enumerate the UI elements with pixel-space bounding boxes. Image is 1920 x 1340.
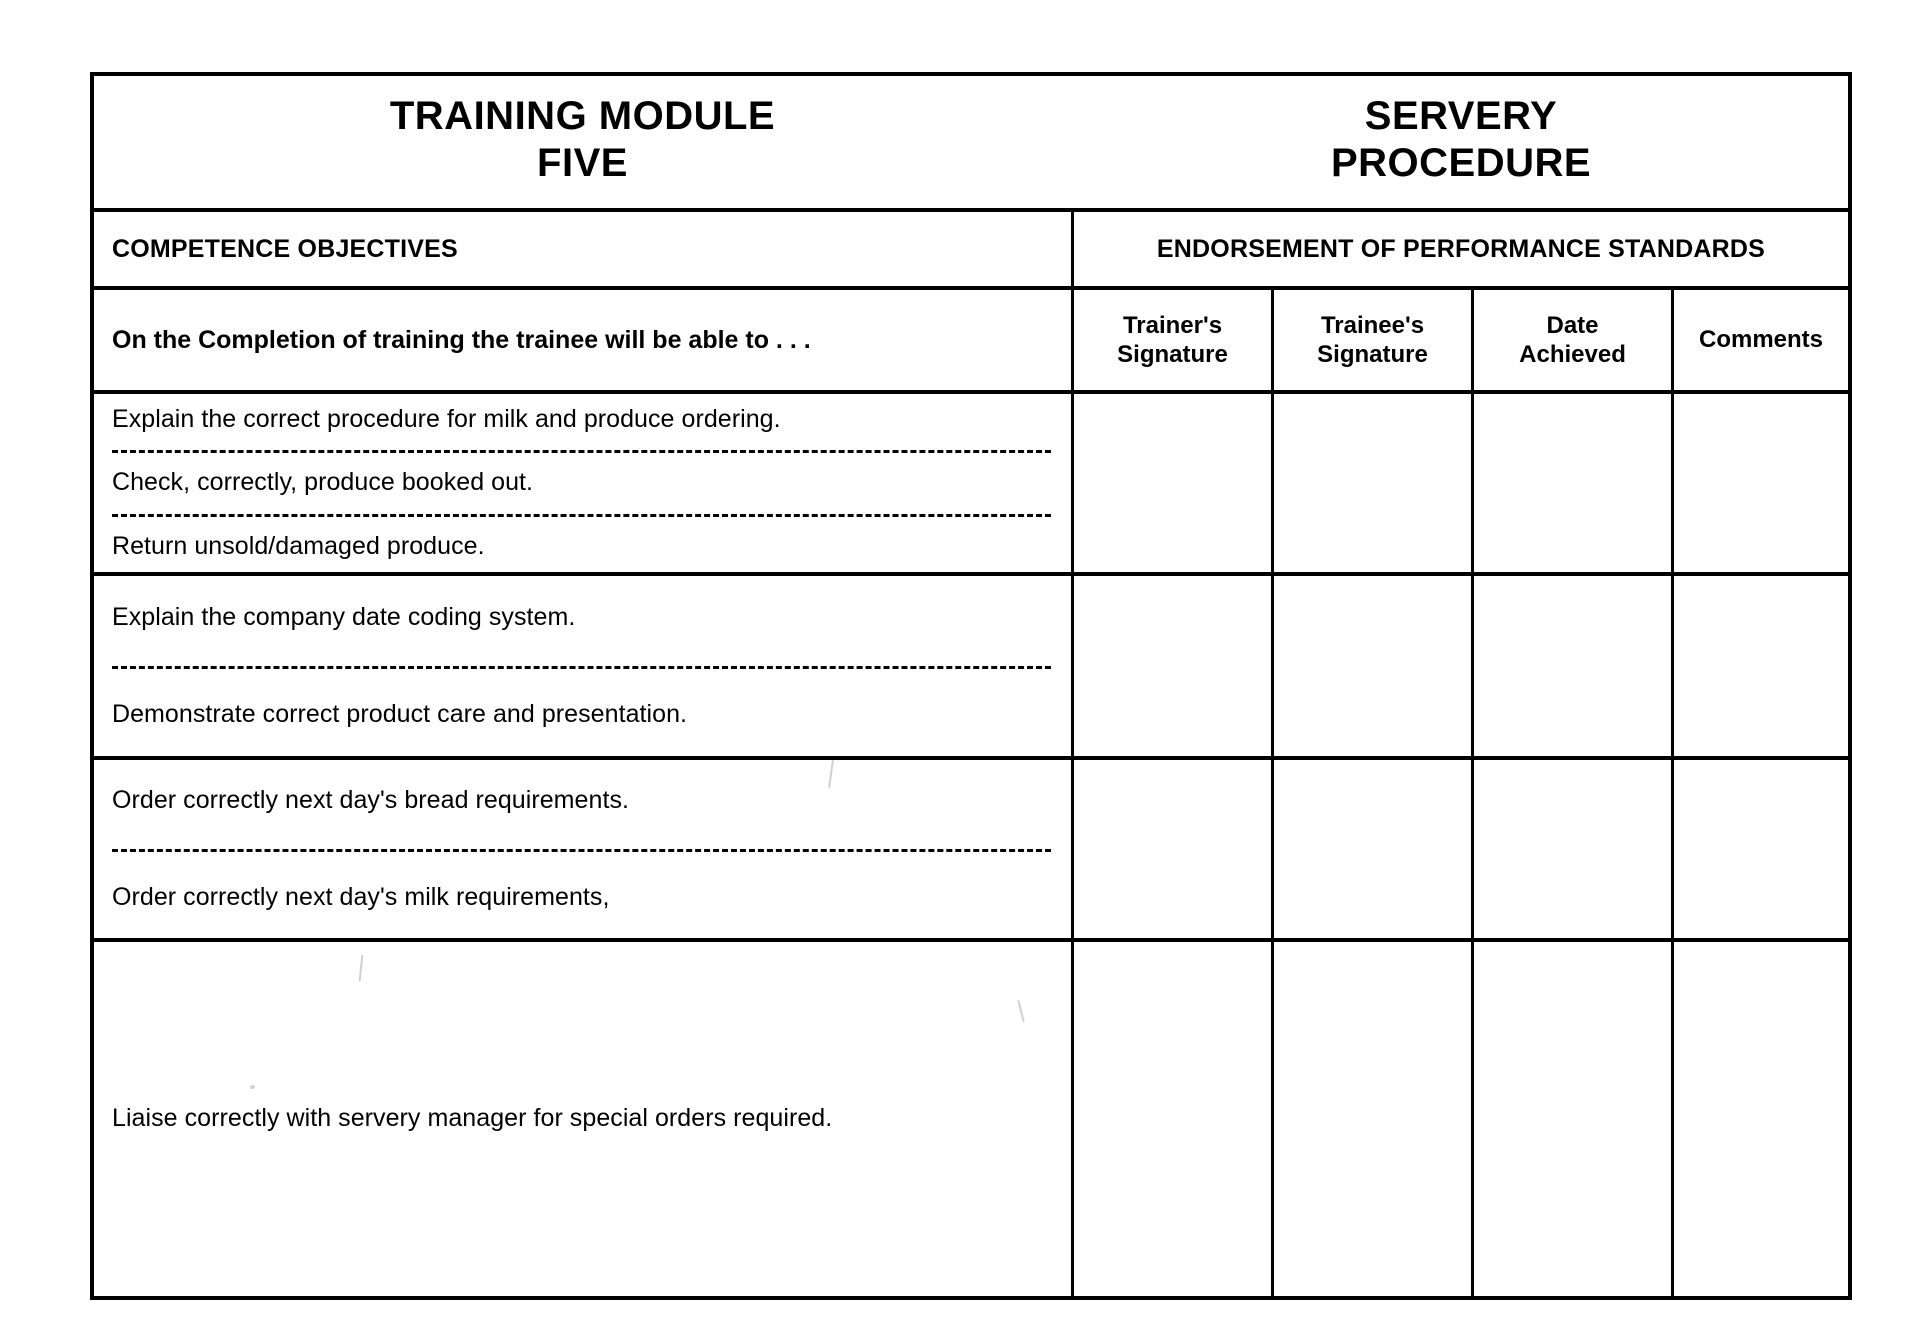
trainer-signature-field[interactable] [1074, 394, 1274, 572]
trainer-signature-field[interactable] [1074, 760, 1274, 938]
trainee-signature-header-line-1: Trainee's [1320, 311, 1425, 339]
trainer-signature-column-header [1074, 290, 1274, 390]
title-row [94, 76, 1848, 212]
trainee-signature-field[interactable] [1274, 760, 1474, 938]
section-header-row [94, 212, 1848, 290]
trainee-signature-header-line-2: Signature [1317, 341, 1428, 368]
subject-title-line-1: SERVERY [1364, 93, 1558, 138]
table-body [94, 394, 1848, 1296]
date-achieved-header-line-2: Achieved [1519, 341, 1626, 368]
objective-column-header-label: On the Completion of training the trainee will be able to . . . [112, 325, 811, 354]
date-achieved-field[interactable] [1474, 942, 1674, 1296]
objective-cell [94, 394, 1074, 572]
trainer-signature-header-line-2: Signature [1117, 341, 1228, 368]
module-title-line-2: FIVE [537, 141, 628, 185]
objective-text: Demonstrate correct product care and presentation. [112, 699, 688, 728]
trainer-signature-header-line-1: Trainer's [1122, 311, 1223, 339]
comments-field[interactable] [1674, 942, 1848, 1296]
comments-field[interactable] [1674, 576, 1848, 756]
trainee-signature-field[interactable] [1274, 576, 1474, 756]
trainer-signature-field[interactable] [1074, 576, 1274, 756]
objective-column-header [94, 290, 1074, 390]
date-achieved-header-line-1: Date [1546, 311, 1599, 339]
date-achieved-column-header [1474, 290, 1674, 390]
objective-text: Liaise correctly with servery manager for special orders required. [112, 1104, 833, 1133]
dashed-separator [112, 450, 1051, 453]
objective-text: Explain the company date coding system. [112, 603, 576, 631]
table-row [94, 576, 1848, 760]
dashed-separator [112, 849, 1051, 852]
objective-cell [94, 760, 1074, 938]
module-title-cell [94, 76, 1074, 208]
subject-title-cell [1074, 76, 1848, 208]
objective-text: Check, correctly, produce booked out. [112, 468, 534, 497]
trainer-signature-field[interactable] [1074, 942, 1274, 1296]
table-row [94, 394, 1848, 576]
objective-text: Return unsold/damaged produce. [112, 531, 485, 560]
trainee-signature-field[interactable] [1274, 942, 1474, 1296]
dashed-separator [112, 666, 1051, 669]
dashed-separator [112, 514, 1051, 517]
objective-cell [94, 942, 1074, 1296]
objective-text: Order correctly next day's milk requirements, [112, 882, 610, 911]
comments-field[interactable] [1674, 760, 1848, 938]
date-achieved-field[interactable] [1474, 576, 1674, 756]
trainee-signature-field[interactable] [1274, 394, 1474, 572]
objective-text: Order correctly next day's bread requirements. [112, 786, 630, 814]
comments-header-label: Comments [1698, 326, 1824, 354]
table-row [94, 760, 1848, 942]
trainee-signature-column-header [1274, 290, 1474, 390]
competence-objectives-header-cell [94, 212, 1074, 286]
table-row [94, 942, 1848, 1296]
objective-cell [94, 576, 1074, 756]
objective-text: Explain the correct procedure for milk and produce ordering. [112, 404, 781, 433]
date-achieved-field[interactable] [1474, 394, 1674, 572]
training-module-table [90, 72, 1852, 1300]
comments-column-header [1674, 290, 1848, 390]
comments-field[interactable] [1674, 394, 1848, 572]
column-header-row [94, 290, 1848, 394]
endorsement-header-cell [1074, 212, 1848, 286]
competence-objectives-label: COMPETENCE OBJECTIVES [112, 234, 458, 263]
module-title-line-1: TRAINING MODULE [389, 93, 776, 138]
endorsement-label: ENDORSEMENT OF PERFORMANCE STANDARDS [1156, 234, 1766, 263]
date-achieved-field[interactable] [1474, 760, 1674, 938]
subject-title-line-2: PROCEDURE [1330, 141, 1592, 185]
